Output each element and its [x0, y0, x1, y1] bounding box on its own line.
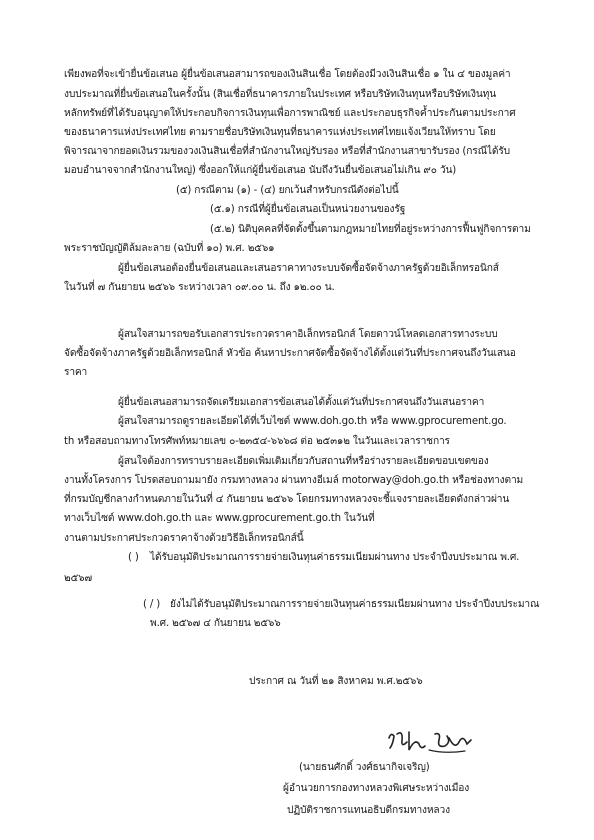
details-line-1: ผู้สนใจสามารถดูรายละเอียดได้ที่เว็บไซต์ www.doh.go.th หรือ www.gprocurement.go.: [118, 416, 507, 427]
signer-title-2: ปฏิบัติราชการแทนอธิบดีกรมทางหลวง: [287, 805, 450, 816]
inquiry-line-5: งานตามประกาศประกวดราคาจ้างด้วยวิธีอิเล็กทรอนิกส์นี้: [64, 533, 304, 544]
eligibility-line-5: พิจารณาจากยอดเงินรวมของวงเงินสินเชื่อที่สำนักงานใหญ่รับรอง หรือที่สำนักงานสาขารับรอง (กรณีได้รับ: [64, 146, 510, 157]
download-line-3: ราคา: [64, 367, 88, 378]
option-2-checkbox: ( / ): [143, 599, 161, 610]
inquiry-line-2: งานทั้งโครงการ โปรดสอบถามมายัง กรมทางหลวง ผ่านทางอีเมล์ motorway@doh.go.th หรือช่องทางตาม: [64, 475, 524, 486]
eligibility-line-1: เพียงพอที่จะเข้ายื่นข้อเสนอ ผู้ยื่นข้อเสนอสามารถของเงินสินเชื่อ โดยต้องมีวงเงินสินเชื่อ ๑ ใน ๔ ของมูลค่า: [64, 69, 511, 80]
eligibility-line-3: หลักทรัพย์ที่ได้รับอนุญาตให้ประกอบกิจการเงินทุนเพื่อการพาณิชย์ และประกอบธุรกิจค้ำประกันตามประกาศ: [64, 108, 516, 119]
item-5: (๕) กรณีตาม (๑) - (๔) ยกเว้นสำหรับกรณีดังต่อไปนี้: [176, 185, 399, 196]
signature-image: [385, 728, 475, 756]
item-5-2-line-2: พระราชบัญญัติล้มละลาย (ฉบับที่ ๑๐) พ.ศ. ๒๕๖๑: [64, 243, 275, 254]
option-2-line-1: ยังไม่ได้รับอนุมัติประมาณการรายจ่ายเงินทุนค่าธรรมเนียมผ่านทาง ประจำปีงบประมาณ: [170, 599, 540, 610]
download-line-1: ผู้สนใจสามารถขอรับเอกสารประกวดราคาอิเล็กทรอนิกส์ โดยดาวน์โหลดเอกสารทางระบบ: [118, 329, 498, 340]
option-1-checkbox: ( ): [128, 552, 139, 563]
inquiry-line-4: ทางเว็บไซต์ www.doh.go.th และ www.gprocurement.go.th ในวันที่: [64, 513, 375, 524]
inquiry-line-3: ที่กรมบัญชีกลางกำหนดภายในวันที่ ๔ กันยายน ๒๕๖๖ โดยกรมทางหลวงจะชี้แจงรายละเอียดดังกล่าวผ่าน: [64, 494, 510, 505]
signer-name: (นายธนศักดิ์ วงศ์ธนากิจเจริญ): [299, 762, 430, 773]
announcement-date: ประกาศ ณ วันที่ ๒๑ สิงหาคม พ.ศ.๒๕๖๖: [249, 676, 423, 687]
details-line-2: th หรือสอบถามทางโทรศัพท์หมายเลข ๐-๒๓๕๔-๖๖๖๘ ต่อ ๒๕๓๑๒ ในวันและเวลาราชการ: [64, 436, 450, 447]
eligibility-line-6: มอบอำนาจจากสำนักงานใหญ่) ซึ่งออกให้แก่ผู้ยื่นข้อเสนอ นับถึงวันยื่นข้อเสนอไม่เกิน ๙๐ วัน): [64, 165, 457, 176]
option-1-line-1: ได้รับอนุมัติประมาณการรายจ่ายเงินทุนค่าธรรมเนียมผ่านทาง ประจำปีงบประมาณ พ.ศ.: [150, 552, 520, 563]
prepare-line: ผู้ยื่นข้อเสนอสามารถจัดเตรียมเอกสารข้อเสนอได้ตั้งแต่วันที่ประกาศจนถึงวันเสนอราคา: [118, 397, 485, 408]
submission-line-1: ผู้ยื่นข้อเสนอต้องยื่นข้อเสนอและเสนอราคาทางระบบจัดซื้อจัดจ้างภาครัฐด้วยอิเล็กทรอนิกส์: [118, 263, 499, 274]
item-5-2-line-1: (๕.๒) นิติบุคคลที่จัดตั้งขึ้นตามกฎหมายไทยที่อยู่ระหว่างการฟื้นฟูกิจการตาม: [210, 224, 531, 235]
eligibility-line-4: ของธนาคารแห่งประเทศไทย ตามรายชื่อบริษัทเงินทุนที่ธนาคารแห่งประเทศไทยแจ้งเวียนให้ทราบ โดย: [64, 127, 496, 138]
option-1-line-2: ๒๕๖๗: [64, 573, 92, 584]
signer-title-1: ผู้อำนวยการกองทางหลวงพิเศษระหว่างเมือง: [283, 783, 470, 794]
inquiry-line-1: ผู้สนใจต้องการทราบรายละเอียดเพิ่มเติมเกี่ยวกับสถานที่หรือร่างรายละเอียดขอบเขตของ: [118, 456, 489, 467]
download-line-2: จัดซื้อจัดจ้างภาครัฐด้วยอิเล็กทรอนิกส์ หัวข้อ ค้นหาประกาศจัดซื้อจัดจ้างได้ตั้งแต่วันที่ประกาศจนถึงวันเสนอ: [64, 348, 516, 359]
eligibility-line-2: งบประมาณที่ยื่นข้อเสนอในครั้งนั้น (สินเชื่อที่ธนาคารภายในประเทศ หรือบริษัทเงินทุนหรือบริษัทเงินทุน: [64, 89, 497, 100]
submission-line-2: ในวันที่ ๗ กันยายน ๒๕๖๖ ระหว่างเวลา ๐๙.๐๐ น. ถึง ๑๒.๐๐ น.: [64, 282, 335, 293]
item-5-1: (๕.๑) กรณีที่ผู้ยื่นข้อเสนอเป็นหน่วยงานของรัฐ: [210, 204, 406, 215]
option-2-line-2: พ.ศ. ๒๕๖๗ ๔ กันยายน ๒๕๖๖: [150, 618, 281, 629]
